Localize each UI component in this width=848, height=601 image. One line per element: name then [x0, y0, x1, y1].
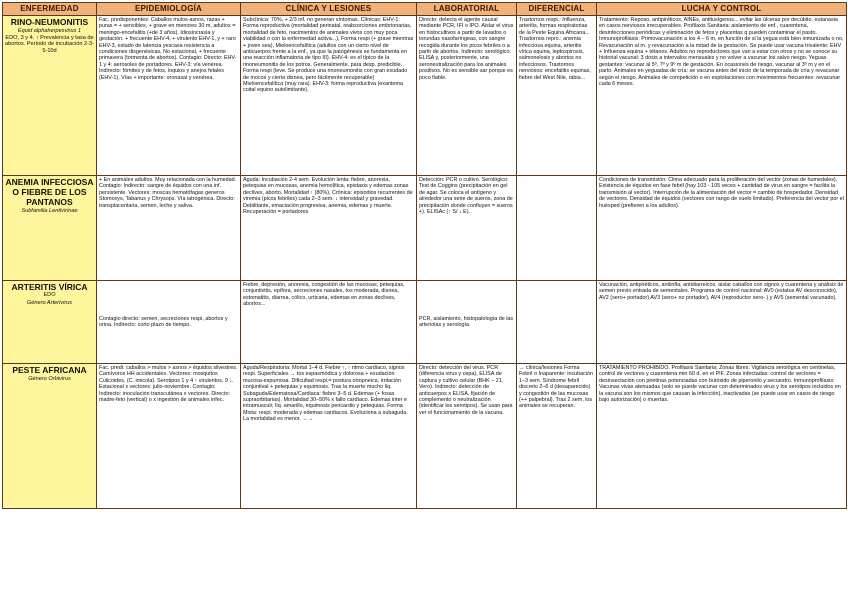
lucha-cell: TRATAMIENTO PROHIBIDO. Profilaxis Sanitaria: Zonas libres: Vigilancia serológica en centinelas, control de vectores y cuarentena min 60 d. en el PIF. Zonas infectadas: control de vectores = desinsectación con piretinas potenciadas con butóxido de piperonilo y secuestro. Inmunoprofilaxis: Vacunas vivas atenuadas (solo se puede vacunar con determinados virus y los serotipos incluidos en la vacuna son los mismos que causan la infección), inactivadas (se puede usar en casos de riesgo bajo autorización) o muertas.	[597, 364, 847, 509]
laboratorial-text: PCR, aislamiento, histopatología de las arteriolas y serología.	[419, 315, 514, 328]
disease-table	[2, 2, 847, 509]
header-enfermedad: ENFERMEDAD	[3, 3, 97, 16]
disease-name: ARTERITIS VÍRICA	[11, 282, 88, 292]
diferencial-cell	[517, 176, 597, 281]
disease-name: ANEMIA INFECCIOSA O FIEBRE DE LOS PANTANOS	[5, 177, 94, 207]
lucha-cell: Vacunación, antipiréticos, antiinfla, antidiarreicos, aislar caballos con signos y cuarentena y análisis de semen previo entrada de sementales. Programa de control nacional: AV0 (estatus AV desconocido), AV2 (sero+ portador) AV3 (sero+ no portador), AV4 (reproductor sero- ) y AV5 (semental vacunado).	[597, 281, 847, 364]
header-diferencial: DIFERENCIAL	[517, 3, 597, 16]
epidemiologia-cell: + En animales adultos. Muy relacionada con la humedad. Contagio: Indirecto: sangre de équidos con una inf. persistente. Vectores: moscas hematófagas generos Stomoxys, Tabanus y Chrysops. Vía iatrogénica. Directo: transplacentaria, semen, leche y saliva.	[97, 176, 241, 281]
clinica-cell: Aguda: Incubación 2-4 sem. Evolución lenta: fiebre, anorexia, petequias en mucosas, anemia hemolítica, epistaxis y edemas zonas declives, aborto. Mortalidad ↑ (80%). Crónica: episodios recurrentes de viremia (picos febriles) cada 2–3 sem. ↓ intensidad y gravedad. Debilitante, emaciación progresiva, anemia, edemas y muerte. Recuperación = portadores.	[241, 176, 417, 281]
clinica-cell: Aguda/Respiratoria: Mortal 1–4 d. Fiebre ↑, ↑ ritmo cardíaco, signos respi. Superficiales → tos espasmódica y dolorosa + exudación mucosa-espumosa. Dificultad respi.= postura ortopneica, irritación conjuntival + petequias y equimosis. Tras la muerte mucho líq. Subaguda/Edematosa/Cardiaca: fiebre 3–5 d. Edemas (+ fosas supraorbitarias). Mortalidad 30–50% x fallo cardíaco. Edemas inter e intramusculr, líq. amarillo, equimosis pericardio y petequias. Forma Mixta: respi. moderada y edemas cardiacos. Evoluciona a subaguda. La mortalidad es menor. →→	[241, 364, 417, 509]
header-laboratorial: LABORATORIAL	[417, 3, 517, 16]
disease-cell	[3, 16, 97, 176]
lucha-cell: Tratamiento: Reposo, antipiréticos, AINEs, antitusígenos... evitar las úlceras por decúbito, eutanasia en casos nerviosos irrecuperables. Profilaxis Sanitaria: aislamiento de enf., cuarentena, desinfecciones periódicas y eliminación de fetos y placentas q pueden contaminar el pasto. Inmunoprofilaxis: Primovacunación a los 4 – 6 m, en función de si la yegua está bien inmunizada o no, Revacunación al m. y revacunación a la mitad de la gestación. Se puede usar vacuna trivalente: EHV + Influenza equina + tétanos. Adultos no reproductores que van a estar con otros y no se conoce su historial vacunal: 3 dosis a intervalos mensuales y no volver a vacunar los salvo riesgo. Yeguas gestantes: vacunar al 5º, 7º y 9º m de gestación. En ocasiones de riesgo, vacunar al 3º m y en el parto. Animales en yeguadas de cría: se vacuna antes del inicio de la temporada de cría y revacunar según el riesgo. Animales de competición o en explotaciones con movimientos frecuentes: revacunar cada 6 meses.	[597, 16, 847, 176]
disease-cell	[3, 364, 97, 509]
disease-cell	[3, 281, 97, 364]
laboratorial-cell	[417, 281, 517, 364]
disease-agent: Subfamilia Lentivirinae	[21, 208, 78, 214]
lucha-cell: Condiciones de transmisión: Clima adecuado para la proliferación del vector (zonas de humedales). Existencia de équidos en fase febril (hay 103 - 105 veces + cantidad de virus en sangre = facilita la transmisión al vector). Interrupción de la alimentación del vector = cambio de hospedador. Densidad de vectores. Densidad de équidos (vectores con rango de vuelo limitado). Preferencia del vector por el huésped (prefieren a los adultos).	[597, 176, 847, 281]
table-row	[3, 364, 847, 509]
epidemiologia-cell	[97, 281, 241, 364]
diferencial-cell	[517, 281, 597, 364]
header-clinica: CLÍNICA Y LESIONES	[241, 3, 417, 16]
header-lucha: LUCHA Y CONTROL	[597, 3, 847, 16]
epidemiologia-cell: Fac. predi: caballos > mulos > asnos > équidos silvestres. Carnívoros HH accidentales. Vectores: mosquitos Culicoides, (C. imicola). Serotipos 1 y 4 ↑ virulentos, 9 ↓. Estacional x vectores: julio-noviembre. Contagio: Indirecto: inoculación transcutánea x vectores. Directo: madre-feto (vertical) o x ingestión de animales infec.	[97, 364, 241, 509]
laboratorial-cell: Directo: detecta el agente causal mediante PCR, IFI o IPO. Aislar el virus en histocultivos a partir de lavados o torundas nasofaríngeas, con sangre recogida durante los picos febriles o a partir de abortos. Indirecto: serológico. ELISA y, posteriormente, una seroneutralización para los animales positivos. No es sensible sar porque es poco fiable.	[417, 16, 517, 176]
disease-name: RINO-NEUMONITIS	[10, 17, 89, 27]
table-row	[3, 176, 847, 281]
laboratorial-cell: Directo: detección del virus. PCR (diferencia virus y cepa), ELISA de captura y cultivo celular (BHK – 21, Vero). Indirecto: detección de anticuerpos x ELISA, fijación de complemento o neutralización (identificar los serotipos). Se usan para ver el funcionamiento de la vacuna.	[417, 364, 517, 509]
disease-notes: EDO	[43, 292, 56, 298]
disease-notes: EDO, 3 y 4. ↑ Prevalencia y tasa de abortos. Período de incubación 2-3-5-10d	[5, 34, 94, 54]
disease-cell	[3, 176, 97, 281]
epidemiologia-cell: Fac. predisponentes: Caballos mulos-asnos, razas + puras = + sensibles, + grave en menores 30 m, adultos = meningo-encefalitis (+de 3 años). Idiosincrasia y gestación. + frecuente EHV-4, + virulento EHV-1, y + raro EHV-3, estado de latencia yescasa resistencia a condiciones disgenésicas, No estacional, + frecuente primavera (tormenta de abortos). Contagio: Directo: EHV-1 y 4: aerosoles de portadores. EHV-3: vía venérea. Indirecto: fómites y de fetos, loquios y anejos fetales (EHV-1). Vías + importante: oronasal y venérea.	[97, 16, 241, 176]
diferencial-cell: Trastornos respi.: Influenza, arteritis, formas respiratorias de la Peste Equina Africana... Trastornos repro.: anemia infecciosa equina, arteritis vírica equina, leptospirosis, salmonelosis y abortos no infecciosos. Trastornos nerviosos: encefalitis equinas, fiebre del West Nile, rabia...	[517, 16, 597, 176]
disease-agent: Equid alphaherpesvirus 1	[17, 28, 82, 34]
laboratorial-cell: Detección: PCR o cultivo. Serológico: Test de Coggins (precipitación en gel de agar. Se coloca el antígeno y alrededor una serie de sueros, zona de precipitación donde confluyen = sueros +). ELISAc (↑ S/ ↓ E).	[417, 176, 517, 281]
disease-agent: Género Arterivirus	[26, 299, 73, 306]
disease-name: PESTE AFRICANA	[12, 365, 87, 375]
header-row	[3, 3, 847, 16]
disease-agent: Género Orbivirus	[28, 376, 71, 382]
clinica-cell: Subclínica: 70%, + 2/3 inf. no generan síntomas. Clínicas: EHV-1: Forma reproductiva (mortalidad perinatal, reabsorciones embrionarias, mortalidad de feto, nacimientos de animales vivos con muy poca viabilidad o con la enfermedad activa...), Forma respi (+ grave mientras + joven sea), Mieloencefalítica (adultos con un cierto nivel de anticuerpos frente a la enf., ya que la patogénesis se fundamenta en una reacción inflamatoria de tipo III). EHV-4: es el típico de la rinoneumonitis de los potros. Generalmente, para desp. predicible. Forma respi (leve. Se produce una rinoneumonitis con gran exudado de mocos y cierta disnea, pero fácilmente recuperable) Mieloencefalítica (muy rara). EHV-3: forma reproductiva (exantema coital equino autolimitante).	[241, 16, 417, 176]
table-row	[3, 16, 847, 176]
diferencial-cell: → clínica/lesiones Forma Febril o Inaparente: incubación 1–3 sem. Síndrome febril discreto 2–6 d (desaparecido) y congestión de las mucosas (++ palpebral). Tras 2 sem, los animales se recuperan.	[517, 364, 597, 509]
epidemiologia-text: Contagio directo: semen, secreciones respi, abortos y orina. Indirecto: corto plazo de tiempo.	[99, 315, 228, 328]
table-row	[3, 281, 847, 364]
header-epidemiologia: EPIDEMIOLOGÍA	[97, 3, 241, 16]
clinica-cell: Fiebre, depresión, anorexia, congestión de las mucosas, petequias, conjuntivitis, epífora, secreciones nasales, tos moderada, disnea, estomatitis, diarrea, cólico, urticaria, edemas en zonas declives, abortos...	[241, 281, 417, 364]
